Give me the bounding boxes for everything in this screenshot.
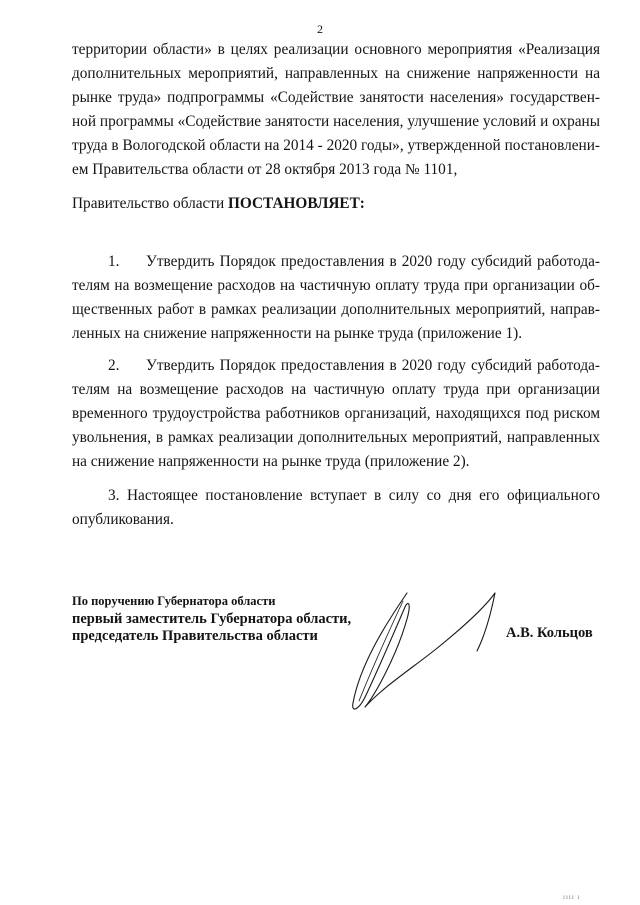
item-line: ленных на снижение напряженности на рынке труда (приложение 1).: [72, 325, 523, 342]
handwritten-signature: [345, 585, 515, 720]
item-line: телям на возмещение расходов на частичную оплату труда при организации: [72, 381, 600, 398]
signatory-line-3: председатель Правительства области: [72, 628, 318, 644]
item-1-first-line: [108, 252, 600, 272]
signatory-line-1: По поручению Губернатора области: [72, 594, 276, 608]
item-line: на снижение напряженности на рынке труда (приложение 2).: [72, 453, 470, 470]
intro-line: труда в Вологодской области на 2014 - 2020 годы», утвержденной постановлени-: [72, 137, 600, 154]
scan-mark: ıııı ı: [563, 893, 581, 901]
intro-line: ной программы «Содействие занятости населения, улучшение условий и охраны: [72, 113, 600, 130]
item-line: опубликования.: [72, 511, 174, 528]
item-line: телям на возмещение расходов на частичную оплату труда при организации об-: [72, 277, 600, 294]
intro-line: ем Правительства области от 28 октября 2013 года № 1101,: [72, 161, 458, 178]
item-2-first-line: [108, 356, 600, 376]
item-text: Утвердить Порядок предоставления в 2020 году субсидий работода-: [146, 357, 600, 374]
page-number: 2: [317, 22, 323, 36]
intro-line: территории области» в целях реализации основного мероприятия «Реализация: [72, 41, 600, 58]
decree-prefix: Правительство области: [72, 195, 229, 212]
decree-line: [72, 194, 600, 214]
signatory-name: А.В. Кольцов: [506, 625, 593, 641]
intro-line: дополнительных мероприятий, направленных на снижение напряженности на: [72, 65, 600, 82]
item-line: увольнения, в рамках реализации дополнительных мероприятий, направленных: [72, 429, 600, 446]
item-number: 2.: [108, 357, 120, 374]
item-number: 1.: [108, 253, 120, 270]
decree-keyword: ПОСТАНОВЛЯЕТ:: [228, 195, 365, 212]
item-line: временного трудоустройства работников организаций, находящихся под риском: [72, 405, 600, 422]
item-line: щественных работ в рамках реализации дополнительных мероприятий, направ-: [72, 301, 600, 318]
item-text: Утвердить Порядок предоставления в 2020 году субсидий работода-: [146, 253, 600, 270]
intro-line: рынке труда» подпрограммы «Содействие занятости населения» государствен-: [72, 89, 600, 106]
item-3-first-line: 3. Настоящее постановление вступает в силу со дня его официального: [108, 487, 600, 504]
signatory-line-2: первый заместитель Губернатора области,: [72, 611, 352, 627]
